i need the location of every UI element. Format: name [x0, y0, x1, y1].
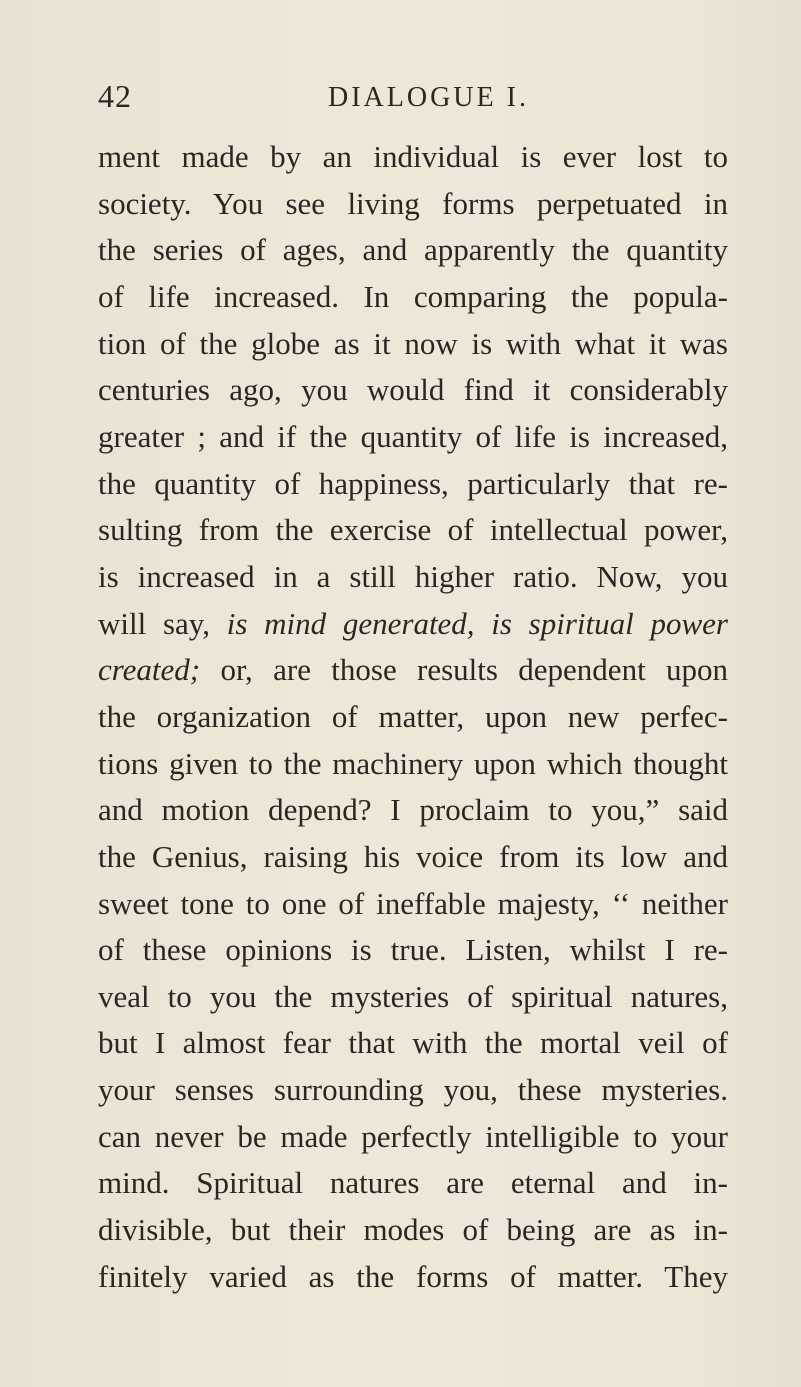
text-line: the series of ages, and apparently the quantity — [98, 232, 728, 268]
running-title: DIALOGUE I. — [328, 82, 529, 113]
italic-phrase: is mind generated, is spiritual power — [226, 605, 728, 641]
text-line: the quantity of happiness, particularly that re- — [98, 465, 728, 501]
text-line: created; or, are those results dependent upon — [98, 652, 728, 688]
text-line: the organization of matter, upon new perfec- — [98, 698, 728, 734]
text-line: is increased in a still higher ratio. Now, you — [98, 558, 728, 594]
text-line: greater ; and if the quantity of life is increased, — [98, 418, 728, 454]
text-line: ment made by an individual is ever lost to — [98, 139, 728, 174]
text-line: veal to you the mysteries of spiritual natures, — [98, 978, 728, 1014]
text-line: divisible, but their modes of being are as in- — [98, 1212, 728, 1248]
text-line: will say, is mind generated, is spiritual power — [98, 605, 728, 641]
italic-phrase: created; — [98, 652, 201, 688]
page-number: 42 — [98, 78, 132, 114]
text-line: sweet tone to one of ineffable majesty, ‘‘ neither — [98, 885, 728, 921]
text-line: centuries ago, you would find it considerably — [98, 372, 728, 408]
text-line: can never be made perfectly intelligible to your — [98, 1118, 728, 1154]
body-text — [98, 134, 728, 1300]
text-line: tion of the globe as it now is with what it was — [98, 325, 728, 361]
text-line: mind. Spiritual natures are eternal and in- — [98, 1165, 728, 1201]
text-line: tions given to the machinery upon which thought — [98, 745, 728, 781]
text-line: and motion depend? I proclaim to you,” said — [98, 792, 728, 828]
text-line: your senses surrounding you, these mysteries. — [98, 1072, 728, 1108]
text-line: of these opinions is true. Listen, whilst I re- — [98, 932, 728, 968]
text-line: of life increased. In comparing the popula- — [98, 278, 728, 314]
text-line: the Genius, raising his voice from its low and — [98, 838, 728, 874]
text-line: sulting from the exercise of intellectual power, — [98, 512, 728, 548]
text-line: society. You see living forms perpetuated in — [98, 185, 728, 221]
text-line: finitely varied as the forms of matter. They — [98, 1258, 728, 1294]
text-line: but I almost fear that with the mortal veil of — [98, 1025, 728, 1061]
running-head — [98, 78, 728, 118]
